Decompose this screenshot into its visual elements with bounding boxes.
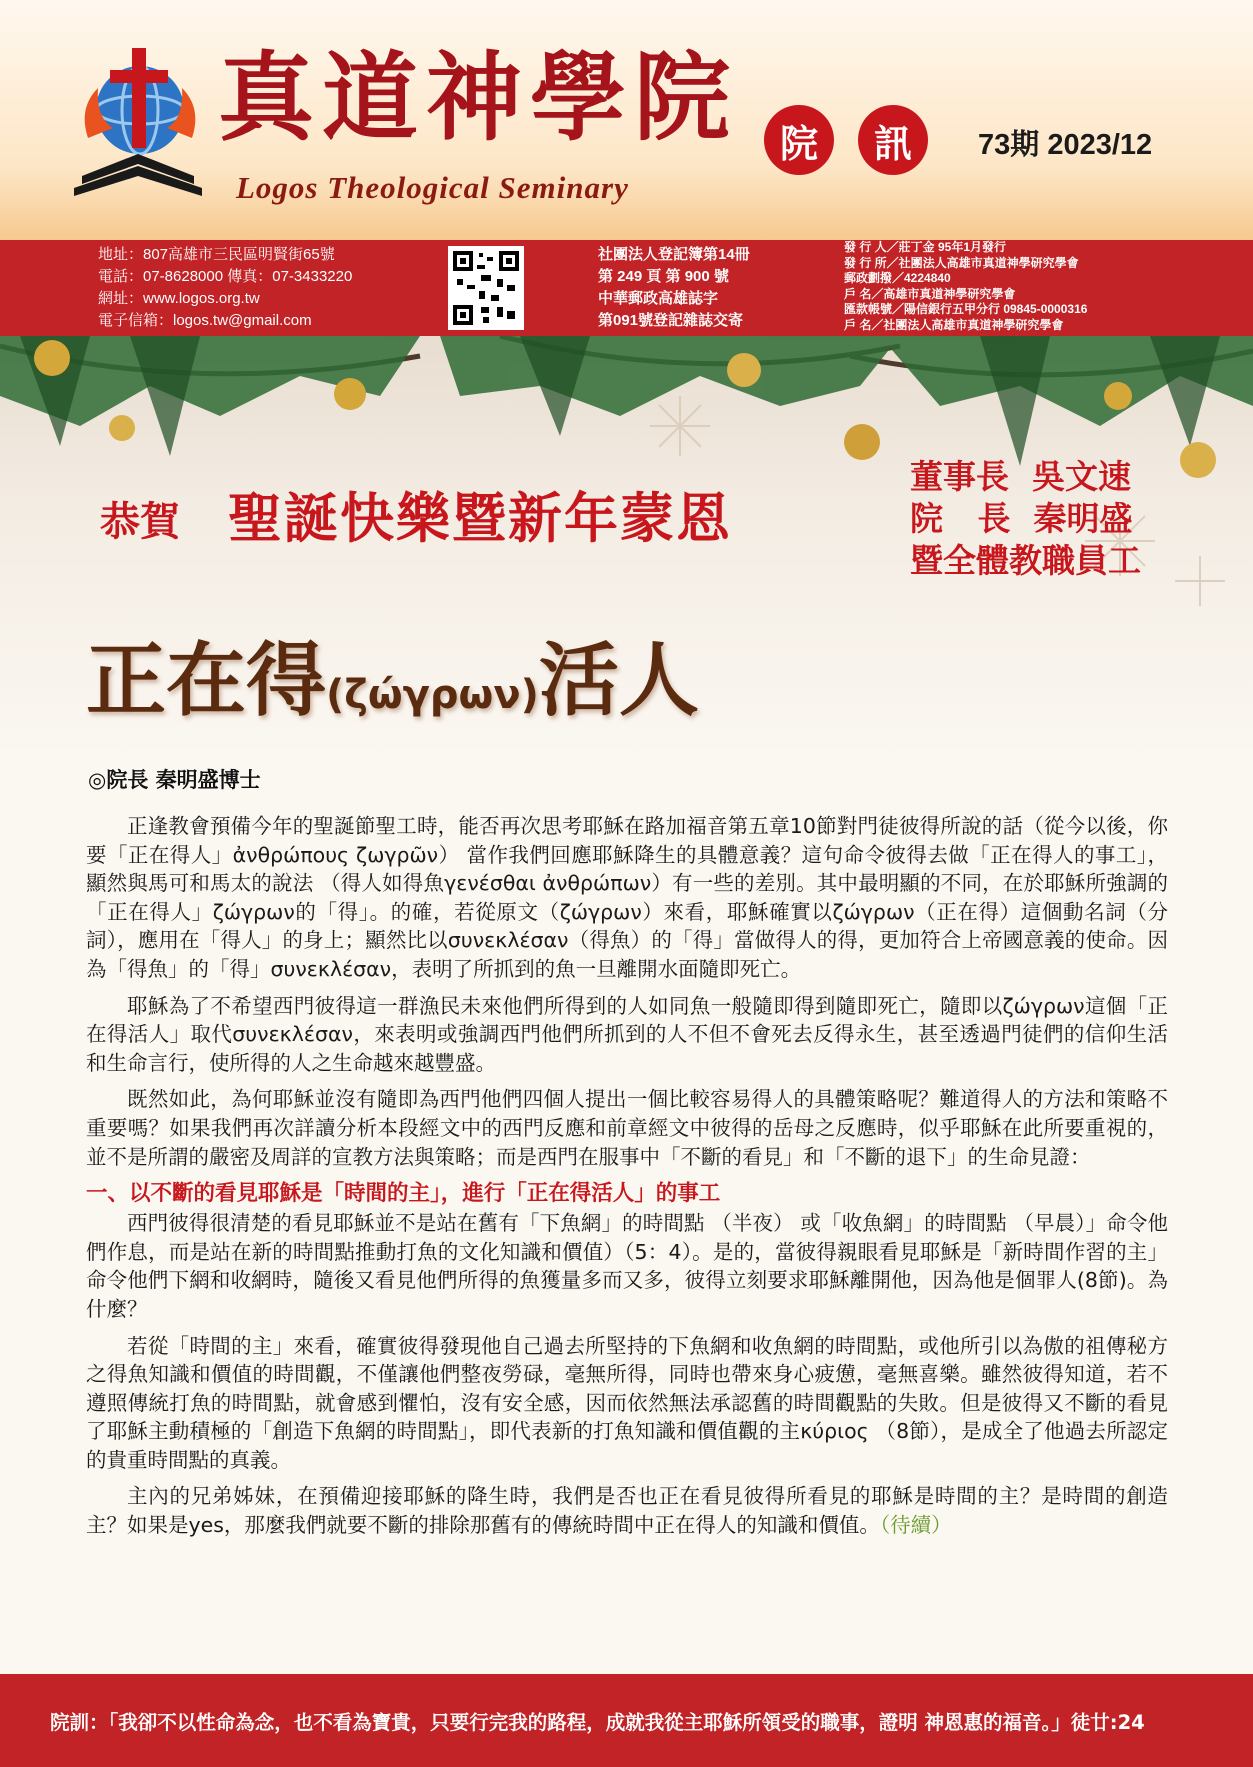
- publication-line: 發 行 人／莊丁金 95年1月發行: [844, 240, 1007, 254]
- article-byline: ◎院長 秦明盛博士: [88, 768, 261, 792]
- footer-motto-band: [0, 1674, 1253, 1767]
- registration-line: 社團法人登記簿第14冊: [598, 246, 750, 263]
- issue-number-date: 73期 2023/12: [978, 129, 1153, 161]
- publication-block: [844, 240, 1087, 333]
- seminary-logo: [68, 48, 208, 198]
- publication-line: 郵政劃撥／4224840: [844, 271, 951, 285]
- greeting-signers: 董事長 吳文速 院 長 秦明盛 暨全體教職員工: [910, 457, 1141, 580]
- seminary-title-english: Logos Theological Seminary: [236, 170, 629, 205]
- qr-code: [448, 246, 524, 330]
- registration-line: 第091號登記雜誌交寄: [598, 312, 744, 329]
- to-be-continued: （待續）: [879, 1513, 952, 1538]
- phone-line: 電話：07-8628000 傳真：07-3433220: [98, 268, 353, 285]
- contact-info-band: [0, 240, 1253, 336]
- email-line: 電子信箱：logos.tw@gmail.com: [98, 312, 312, 329]
- registration-block: [598, 244, 750, 332]
- paragraph: 若從「時間的主」來看，確實彼得發現他自己過去所堅持的下魚網和收魚網的時間點，或他所引以為傲的祖傳秘方之得魚知識和價值的時間觀，不僅讓他們整夜勞碌，毫無所得，同時也帶來身心疲憊，毫無喜樂。雖然彼得知道，若不遵照傳統打魚的時間點，就會感到懼怕，沒有安全感，因而依然無法承認舊的時間觀點的失敗。但是彼得又不斷的看見了耶穌主動積極的「創造下魚網的時間點」，即代表新的打魚知識和價值觀的主κύριος （8節），是成全了他過去所認定的貴重時間點的真義。: [86, 1333, 1168, 1472]
- greeting-prefix: 恭賀: [100, 498, 180, 545]
- article-title-part-a: 正在得: [86, 634, 326, 727]
- contact-block: [98, 244, 352, 332]
- paragraph-text: 主內的兄弟姊妹，在預備迎接耶穌的降生時，我們是否也正在看見彼得所看見的耶穌是時間的主？是時間的創造主？如果是yes，那麼我們就要不斷的排除那舊有的傳統時間中正在得人的知識和價值。: [86, 1484, 1168, 1538]
- seminary-motto: 院訓：「我卻不以性命為念，也不看為寶貴，只要行完我的路程，成就我從主耶穌所領受的職事，證明 神恩惠的福音。」徒廿:24: [50, 1710, 1145, 1734]
- registration-line: 中華郵政高雄誌字: [598, 290, 719, 307]
- article-title-greek: (ζώγρων): [326, 672, 539, 718]
- newsletter-badge-1: 院: [764, 105, 834, 175]
- article-title: [86, 616, 699, 731]
- registration-line: 第 249 頁 第 900 號: [598, 268, 729, 285]
- paragraph-last: [86, 1482, 1168, 1539]
- paragraph: 正逢教會預備今年的聖誕節聖工時，能否再次思考耶穌在路加福音第五章10節對門徒彼得所說的話（從今以後，你要「正在得人」ἀνθρώπους ζωγρῶν） 當作我們回應耶穌降生的具體意義？這句命令彼得去做「正在得人的事工」，顯然與馬可和馬太的說法 （得人如得魚γενέσθαι ἀνθρώπων）有一些的差別。其中最明顯的不同，在於耶穌所強調的「正在得人」ζώγρων的「得」。的確，若從原文（ζώγρων）來看，耶穌確實以ζώγρων（正在得）這個動名詞（分詞），應用在「得人」的身上；顯然比以συνεκλέσαν（得魚）的「得」當做得人的得，更加符合上帝國意義的使命。因為「得魚」的「得」συνεκλέσαν，表明了所抓到的魚一旦離開水面隨即死亡。: [86, 814, 1168, 981]
- paragraph: 西門彼得很清楚的看見耶穌並不是站在舊有「下魚網」的時間點 （半夜） 或「收魚網」的時間點 （早晨）」命令他們作息，而是站在新的時間點推動打魚的文化知識和價值）（5：4）。是的，當彼得親眼看見耶穌是「新時間作習的主」命令他們下網和收網時，隨後又看見他們所得的魚獲量多而又多，彼得立刻要求耶穌離開他，因為他是個罪人(8節)。為什麼？: [86, 1211, 1168, 1321]
- article-title-part-b: 活人: [538, 634, 699, 727]
- address-line: 地址：807高雄市三民區明賢街65號: [98, 246, 335, 263]
- article-body: [86, 812, 1168, 1548]
- paragraph: 耶穌為了不希望西門彼得這一群漁民未來他們所得到的人如同魚一般隨即得到隨即死亡，隨即以ζώγρων這個「正在得活人」取代συνεκλέσαν，來表明或強調西門他們所抓到的人不但不會死去反得永生，甚至透過門徒們的信仰生活和生命言行，使所得的人之生命越來越豐盛。: [86, 993, 1168, 1075]
- seminary-title-chinese: 真道神學院: [218, 41, 738, 154]
- publication-line: 發 行 所／社團法人高雄市真道神學研究學會: [844, 255, 1079, 270]
- masthead: [0, 0, 1253, 240]
- section-heading: 一、以不斷的看見耶穌是「時間的主」，進行「正在得活人」的事工: [86, 1181, 721, 1207]
- greeting-main: 聖誕快樂暨新年蒙恩: [228, 486, 732, 550]
- publication-line: 戶 名／社團法人高雄市真道神學研究學會: [844, 317, 1064, 332]
- newsletter-badge-2: 訊: [858, 105, 928, 175]
- publication-line: 戶 名／高雄市真道神學研究學會: [844, 286, 1016, 301]
- publication-line: 匯款帳號／陽信銀行五甲分行 09845-0000316: [844, 302, 1088, 316]
- website-line: 網址：www.logos.org.tw: [98, 290, 260, 307]
- paragraph: 既然如此，為何耶穌並沒有隨即為西門他們四個人提出一個比較容易得人的具體策略呢？難道得人的方法和策略不重要嗎？如果我們再次詳讀分析本段經文中的西門反應和前章經文中彼得的岳母之反應時，似乎耶穌在此所要重視的，並不是所謂的嚴密及周詳的宣教方法與策略；而是西門在服事中「不斷的看見」和「不斷的退下」的生命見證：: [86, 1087, 1168, 1169]
